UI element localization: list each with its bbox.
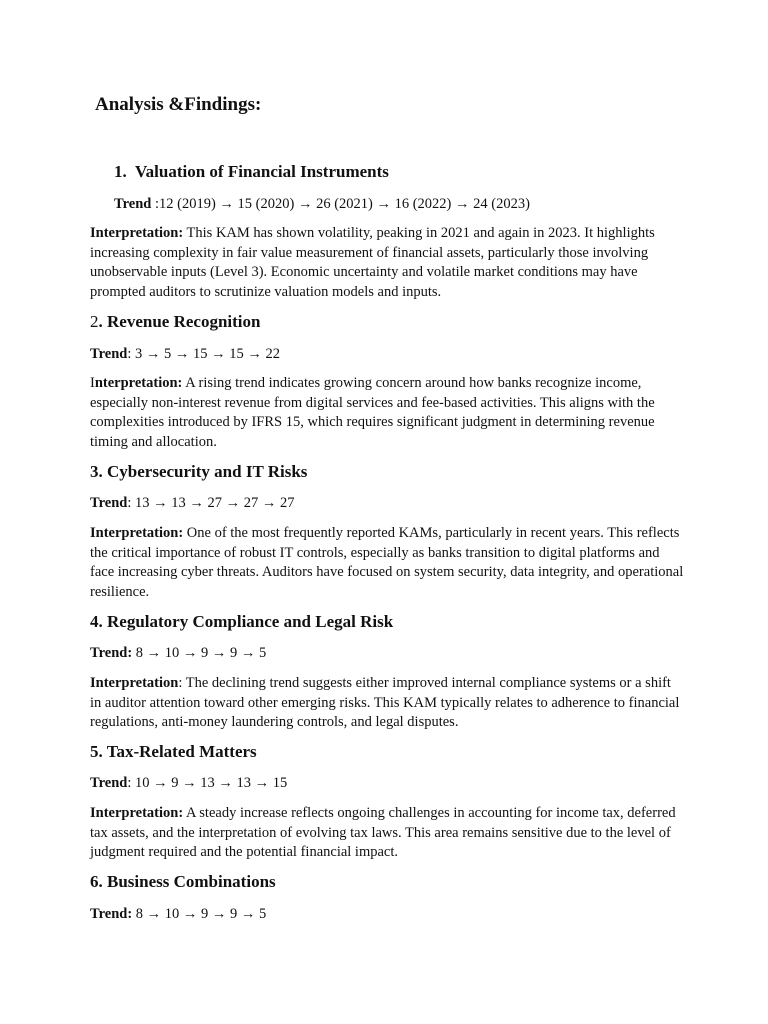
section-number: 1. xyxy=(114,162,127,181)
trend-label: Trend: xyxy=(90,906,133,922)
trend-separator: : xyxy=(127,346,135,362)
interpretation-text: : The declining trend suggests either improved internal compliance systems or a shift in auditor attention toward other emerging risks. This KAM typically relates to adherence to financial regulations, anti-money laundering controls, and legal disputes. xyxy=(90,675,680,730)
trend-label: Trend: xyxy=(90,645,133,661)
trend-line-valuation xyxy=(114,195,530,214)
trend-line-business-combinations xyxy=(90,905,266,924)
interpretation-text: One of the most frequently reported KAMs, particularly in recent years. This reflects the critical importance of robust IT controls, especially as banks transition to digital platforms and face increasing cyber threats. Auditors have focused on system security, data integrity, and operational resilience. xyxy=(90,525,684,600)
trend-values: 13 → 13 → 27 → 27 → 27 xyxy=(135,495,295,511)
interpretation-label: nterpretation: xyxy=(94,375,183,391)
section-heading-revenue xyxy=(90,311,260,333)
interpretation-regulatory xyxy=(90,674,684,733)
trend-line-regulatory xyxy=(90,644,266,663)
trend-separator: : xyxy=(127,775,135,791)
interpretation-label: Interpretation: xyxy=(90,225,184,241)
interpretation-tax xyxy=(90,804,684,863)
interpretation-text: This KAM has shown volatility, peaking in 2021 and again in 2023. It highlights increasing complexity in fair value measurement of financial assets, particularly those involving unobservable inputs (Level 3). Economic uncertainty and volatile market conditions may have prompted auditors to scrutinize valuation models and inputs. xyxy=(90,225,655,300)
trend-line-cybersecurity xyxy=(90,494,295,513)
interpretation-text: A rising trend indicates growing concern around how banks recognize income, especially non-interest revenue from digital services and fee-based activities. This aligns with the complexities introduced by IFRS 15, which requires significant judgment in determining revenue timing and allocation. xyxy=(90,375,655,450)
trend-values: 12 (2019) → 15 (2020) → 26 (2021) → 16 (2022) → 24 (2023) xyxy=(159,196,530,212)
section-heading-regulatory: 4. Regulatory Compliance and Legal Risk xyxy=(90,612,394,631)
interpretation-text: A steady increase reflects ongoing challenges in accounting for income tax, deferred tax assets, and the interpretation of evolving tax laws. This area remains sensitive due to the level of judgment required and the potential financial impact. xyxy=(90,805,676,860)
section-heading-valuation xyxy=(114,161,389,183)
trend-label: Trend xyxy=(90,495,128,511)
section-heading-cybersecurity: 3. Cybersecurity and IT Risks xyxy=(90,462,308,481)
trend-label: Trend xyxy=(90,346,128,362)
interpretation-label-initial: I xyxy=(90,375,95,391)
trend-line-tax xyxy=(90,774,287,793)
trend-values: 8 → 10 → 9 → 9 → 5 xyxy=(135,906,267,922)
page-title: Analysis &Findings: xyxy=(95,94,262,115)
trend-separator: : xyxy=(151,196,159,212)
section-heading-business-combinations: 6. Business Combinations xyxy=(90,872,276,891)
trend-values: 10 → 9 → 13 → 13 → 15 xyxy=(135,775,288,791)
interpretation-revenue xyxy=(90,374,684,452)
section-title: . Revenue Recognition xyxy=(98,312,261,331)
trend-line-revenue xyxy=(90,345,280,364)
section-heading-tax: 5. Tax-Related Matters xyxy=(90,742,257,761)
interpretation-cybersecurity xyxy=(90,524,684,602)
interpretation-label: Interpretation: xyxy=(90,805,184,821)
interpretation-label: Interpretation: xyxy=(90,525,184,541)
trend-separator: : xyxy=(127,495,135,511)
trend-label: Trend xyxy=(114,196,152,212)
interpretation-label: Interpretation xyxy=(90,675,179,691)
section-title: Valuation of Financial Instruments xyxy=(134,162,389,181)
trend-values: 8 → 10 → 9 → 9 → 5 xyxy=(135,645,267,661)
interpretation-valuation xyxy=(90,224,684,302)
trend-values: 3 → 5 → 15 → 15 → 22 xyxy=(135,346,280,362)
trend-label: Trend xyxy=(90,775,128,791)
section-number: 2 xyxy=(90,312,99,331)
